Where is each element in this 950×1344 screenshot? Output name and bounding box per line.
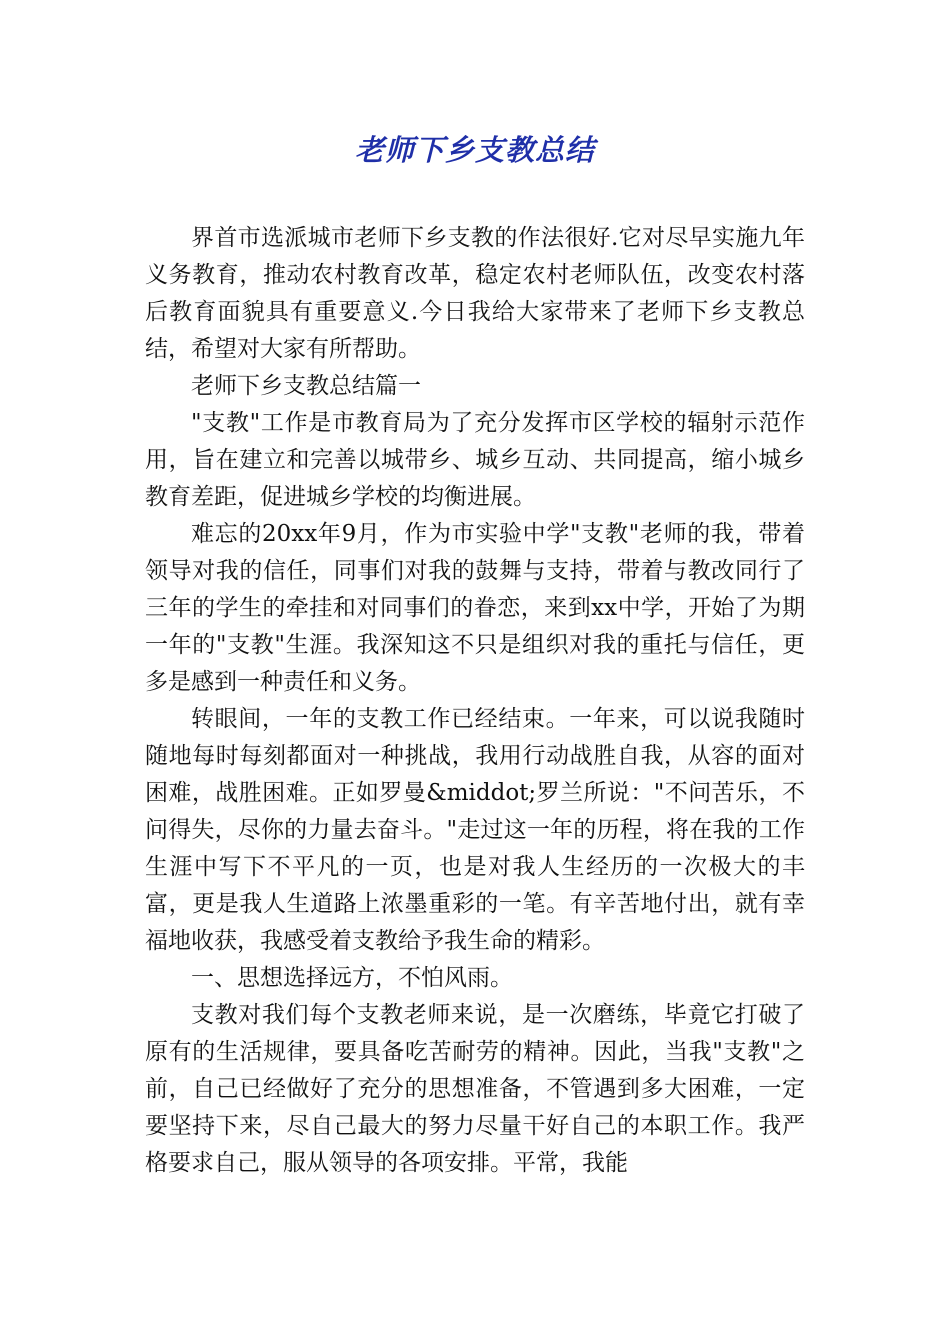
section-heading-thinking: 一、思想选择远方，不怕风雨。 (191, 965, 513, 991)
paragraph-reflection: 转眼间，一年的支教工作已经结束。一年来，可以说我随时随地每时每刻都面对一种挑战，我用行动战胜自我，从容的面对困难，战胜困难。正如罗曼&middot;罗兰所说："不问苦乐，不问得失，尽你的力量去奋斗。"走过这一年的历程，将在我的工作生涯中写下不平凡的一页，也是对我人生经历的一次极大的丰富，更是我人生道路上浓墨重彩的一笔。有辛苦地付出，就有幸福地收获，我感受着支教给予我生命的精彩。 (145, 706, 805, 954)
document-body (145, 220, 805, 1182)
document-title: 老师下乡支教总结 (354, 133, 595, 167)
paragraph-purpose: "支教"工作是市教育局为了充分发挥市区学校的辐射示范作用，旨在建立和完善以城带乡、城乡互动、共同提高，缩小城乡教育差距，促进城乡学校的均衡进展。 (145, 410, 805, 510)
paragraph-arrival: 难忘的20xx年9月，作为市实验中学"支教"老师的我，带着领导对我的信任，同事们对我的鼓舞与支持，带着与教改同行了三年的学生的牵挂和对同事们的眷恋，来到xx中学，开始了为期一年的"支教"生涯。我深知这不只是组织对我的重托与信任，更多是感到一种责任和义务。 (145, 521, 805, 695)
section-heading-part-one: 老师下乡支教总结篇一 (191, 373, 421, 399)
paragraph-intro: 界首市选派城市老师下乡支教的作法很好.它对尽早实施九年义务教育，推动农村教育改革，稳定农村老师队伍，改变农村落后教育面貌具有重要意义.今日我给大家带来了老师下乡支教总结，希望对大家有所帮助。 (145, 225, 805, 362)
paragraph-preparation: 支教对我们每个支教老师来说，是一次磨练，毕竟它打破了原有的生活规律，要具备吃苦耐劳的精神。因此，当我"支教"之前，自己已经做好了充分的思想准备，不管遇到多大困难，一定要坚持下来，尽自己最大的努力尽量干好自己的本职工作。我严格要求自己，服从领导的各项安排。平常，我能 (145, 1002, 805, 1176)
